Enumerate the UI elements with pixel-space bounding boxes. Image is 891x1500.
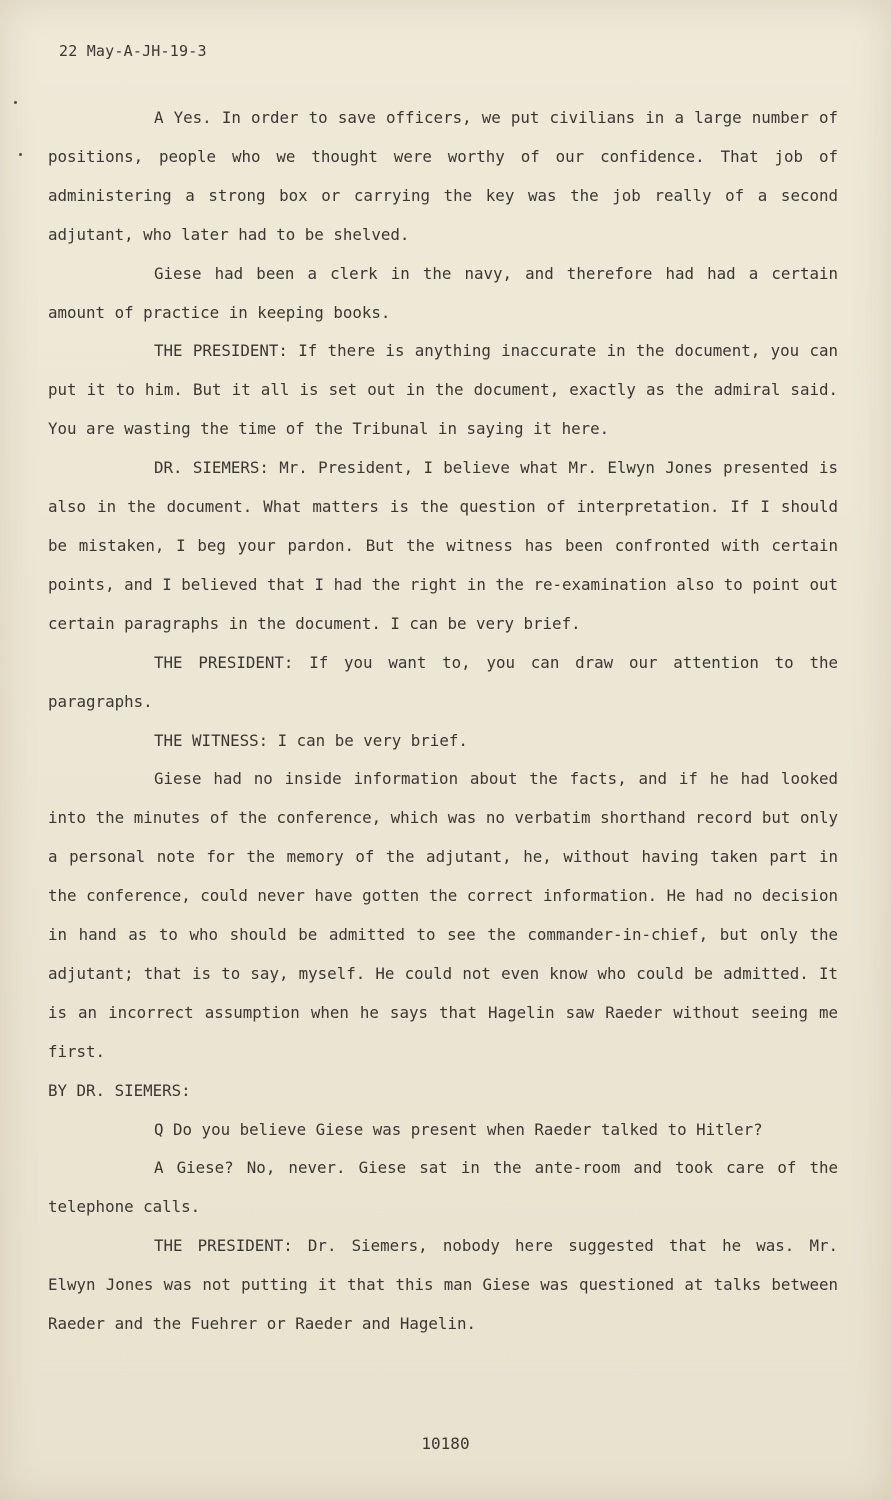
president-paragraph: THE PRESIDENT: If there is anything inaccurate in the document, you can put it to him. But it all is set out in the document, exactly as the admiral said. You are wasting the time of the Tribunal in saying it here. [48,341,838,439]
answer-paragraph: Giese had been a clerk in the navy, and therefore had had a certain amount of practice in keeping books. [48,263,838,322]
margin-mark [14,101,17,104]
president-paragraph: THE PRESIDENT: If you want to, you can draw our attention to the paragraphs. [48,652,838,711]
answer-paragraph: A Giese? No, never. Giese sat in the ante-room and took care of the telephone calls. [48,1158,838,1217]
margin-mark [19,153,22,156]
page-number: 10180 [421,1434,470,1453]
president-paragraph: THE PRESIDENT: Dr. Siemers, nobody here suggested that he was. Mr. Elwyn Jones was not putting it that this man Giese was questioned at talks between Raeder and the Fuehrer or Raeder and Hagelin. [48,1236,838,1334]
siemers-paragraph: DR. SIEMERS: Mr. President, I believe what Mr. Elwyn Jones presented is also in the document. What matters is the question of interpretation. If I should be mistaken, I beg your pardon. But the witness has been confronted with certain points, and I believed that I had the right in the re-examination also to point out certain paragraphs in the document. I can be very brief. [48,458,838,633]
witness-paragraph: Giese had no inside information about the facts, and if he had looked into the minutes of the conference, which was no verbatim shorthand record but only a personal note for the memory of the adjutant, he, without having taken part in the conference, could never have gotten the correct information. He had no decision in hand as to who should be admitted to see the commander-in-chief, but only the adjutant; that is to say, myself. He could not even know who could be admitted. It is an incorrect assumption when he says that Hagelin saw Raeder without seeing me first. [48,769,838,1061]
examiner-heading: BY DR. SIEMERS: [48,1080,191,1100]
witness-paragraph: THE WITNESS: I can be very brief. [154,730,468,750]
transcript-body [48,99,838,1344]
document-header-code: 22 May-A-JH-19-3 [59,42,207,60]
answer-paragraph: A Yes. In order to save officers, we put civilians in a large number of positions, people who we thought were worthy of our confidence. That job of administering a strong box or carrying the key was the job really of a second adjutant, who later had to be shelved. [48,108,838,244]
question-paragraph: Q Do you believe Giese was present when Raeder talked to Hitler? [154,1119,763,1139]
